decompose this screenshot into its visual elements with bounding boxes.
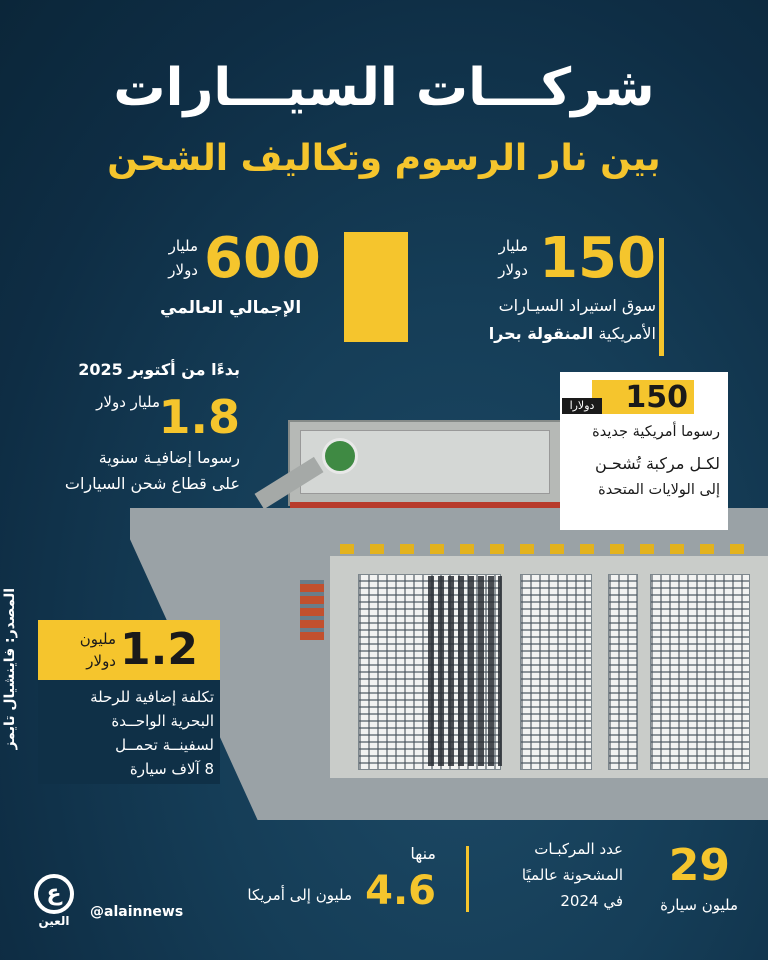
stat-per-trip-card [38, 620, 220, 784]
parked-cars-block [608, 574, 638, 770]
logo-name: العين [38, 914, 70, 928]
stat-unit: دولارا [562, 398, 602, 414]
value-tag [38, 620, 220, 680]
containers [300, 580, 324, 640]
stat-desc: سوق استيراد السيـارات [498, 296, 656, 315]
stat-desc: المشحونة عالميًا [521, 866, 623, 884]
stat-value: 1.8 [158, 390, 240, 444]
stat-since: بدءًا من أكتوبر 2025 [78, 360, 240, 379]
source-credit: المصدر: فاينشيال تايمز [2, 588, 18, 750]
logo-glyph: ع [34, 874, 74, 914]
stat-desc: 8 آلاف سيارة [129, 760, 214, 778]
footer-divider [466, 846, 469, 912]
stat-unit: مليار دولار [498, 237, 528, 279]
stat-value: 29 [668, 840, 730, 891]
stat-desc: في 2024 [560, 892, 623, 910]
stat-desc [489, 324, 656, 343]
stat-desc-prefix: الأمريكية [593, 324, 656, 343]
stat-desc: رسوما إضافيـة سنوية [98, 448, 240, 467]
accent-block [344, 232, 408, 342]
stat-per-vehicle-card [560, 372, 728, 530]
stat-value: 600 [204, 226, 321, 291]
stat-global-shipped-desc [493, 836, 623, 914]
stat-value: 1.2 [120, 624, 198, 675]
stat-prefix: منها [410, 844, 436, 863]
stat-value: 150 [625, 380, 688, 415]
parked-cars-block [520, 574, 592, 770]
parked-cars-block [650, 574, 750, 770]
stat-desc: إلى الولايات المتحدة [598, 482, 720, 498]
page-subtitle: بين نار الرسوم وتكاليف الشحن [107, 138, 661, 179]
stat-unit: مليار دولار [96, 393, 160, 411]
stat-desc: عدد المركبـات [534, 840, 623, 858]
stat-unit: مليون سيارة [660, 896, 738, 914]
stat-desc: لسفينــة تحمــل [115, 736, 214, 754]
stat-value: 150 [539, 226, 656, 291]
stat-desc: رسوما أمريكية جديدة [592, 424, 720, 440]
stat-unit: مليون دولار [79, 630, 116, 670]
helipad [322, 438, 358, 474]
stat-desc: البحرية الواحــدة [111, 712, 214, 730]
parked-cars-dark [428, 576, 502, 766]
stat-desc: تكلفة إضافية للرحلة [90, 688, 214, 706]
stat-desc: لكـل مركبة تُشحـن [594, 454, 720, 473]
stat-desc-bold: المنقولة بحرا [488, 324, 594, 343]
port-equipment [340, 544, 760, 554]
social-handle[interactable]: @alainnews [90, 904, 184, 920]
brand-logo [30, 874, 78, 930]
stat-unit: مليار دولار [168, 237, 198, 279]
stat-value: 4.6 [365, 868, 436, 914]
value-tag [569, 380, 694, 415]
stat-desc: الإجمالي العالمي [160, 298, 302, 318]
accent-bar [659, 238, 664, 356]
stat-desc: على قطاع شحن السيارات [64, 474, 240, 493]
stat-unit: مليون إلى أمريكا [247, 886, 352, 904]
page-title: شركـــات السيـــارات [113, 58, 655, 118]
